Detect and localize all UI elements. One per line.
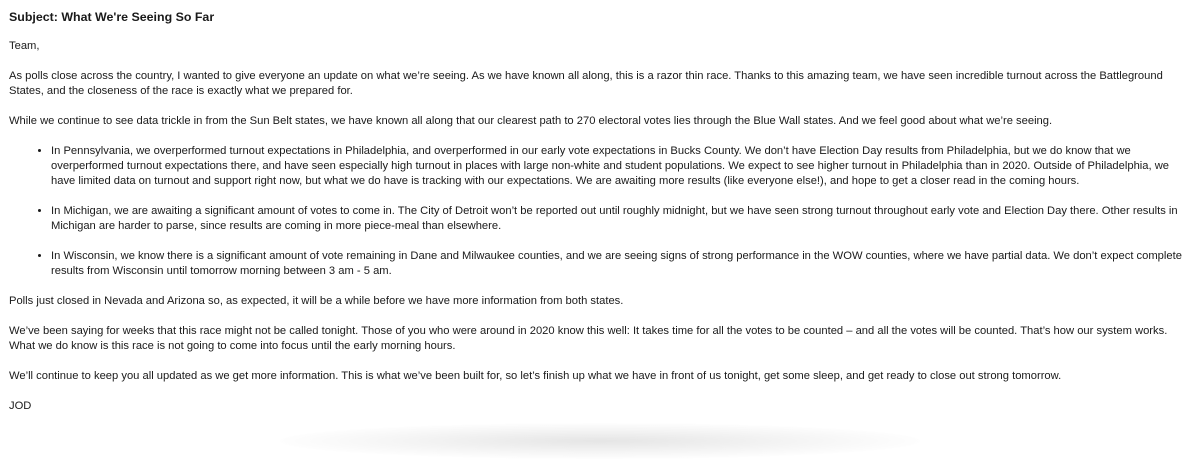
paragraph-intro: As polls close across the country, I wanted to give everyone an update on what we’re seeing. As we have known all along, this is a razor thin race. Thanks to this amazing team, we have seen incredible turnout across the Battleground States, and the closeness of the race is exactly what we prepared for. bbox=[9, 70, 1163, 97]
bottom-shadow bbox=[280, 423, 920, 459]
list-item-pennsylvania: • In Pennsylvania, we overperformed turnout expectations in Philadelphia, and overperformed in our early vote expectations in Bucks County. We don’t have Election Day results from Philadelphia, but we do know that we overperformed turnout expectations there, and have seen especially high turnout in places with large non-white and student populations. We expect to see higher turnout in Philadelphia than in 2020. Outside of Philadelphia, we have limited data on turnout and support right now, but what we do have is tracking with our expectations. We are awaiting more results (like everyone else!), and hope to get a closer read in the coming hours. bbox=[51, 144, 1189, 189]
list-item-wisconsin: • In Wisconsin, we know there is a significant amount of vote remaining in Dane and Milwaukee counties, and we are seeing signs of strong performance in the WOW counties, where we have partial data. We don’t expect complete results from Wisconsin until tomorrow morning between 3 am - 5 am. bbox=[51, 249, 1189, 279]
paragraph-nevada-arizona: Polls just closed in Nevada and Arizona so, as expected, it will be a while before we have more information from both states. bbox=[9, 295, 624, 307]
greeting: Team, bbox=[9, 40, 40, 52]
paragraph-blue-wall: While we continue to see data trickle in from the Sun Belt states, we have known all along that our clearest path to 270 electoral votes lies through the Blue Wall states. And we feel good about what we’re seeing. bbox=[9, 115, 1053, 127]
paragraph-counting: We’ve been saying for weeks that this race might not be called tonight. Those of you who were around in 2020 know this well: It takes time for all the votes to be counted – and all the votes will be counted. That’s how our system works. What we do know is this race is not going to come into focus until the early morning hours. bbox=[9, 325, 1168, 352]
email-body bbox=[9, 9, 1189, 429]
email-subject: Subject: What We're Seeing So Far bbox=[9, 10, 215, 24]
state-updates-list bbox=[9, 144, 1189, 279]
paragraph-closing: We’ll continue to keep you all updated as we get more information. This is what we’ve been built for, so let’s finish up what we have in front of us tonight, get some sleep, and get ready to close out strong tomorrow. bbox=[9, 370, 1062, 382]
list-item-michigan: • In Michigan, we are awaiting a significant amount of votes to come in. The City of Detroit won’t be reported out until roughly midnight, but we have seen strong turnout throughout early vote and Election Day there. Other results in Michigan are harder to parse, since results are coming in more piece-meal than elsewhere. bbox=[51, 204, 1189, 234]
signature: JOD bbox=[9, 400, 32, 412]
